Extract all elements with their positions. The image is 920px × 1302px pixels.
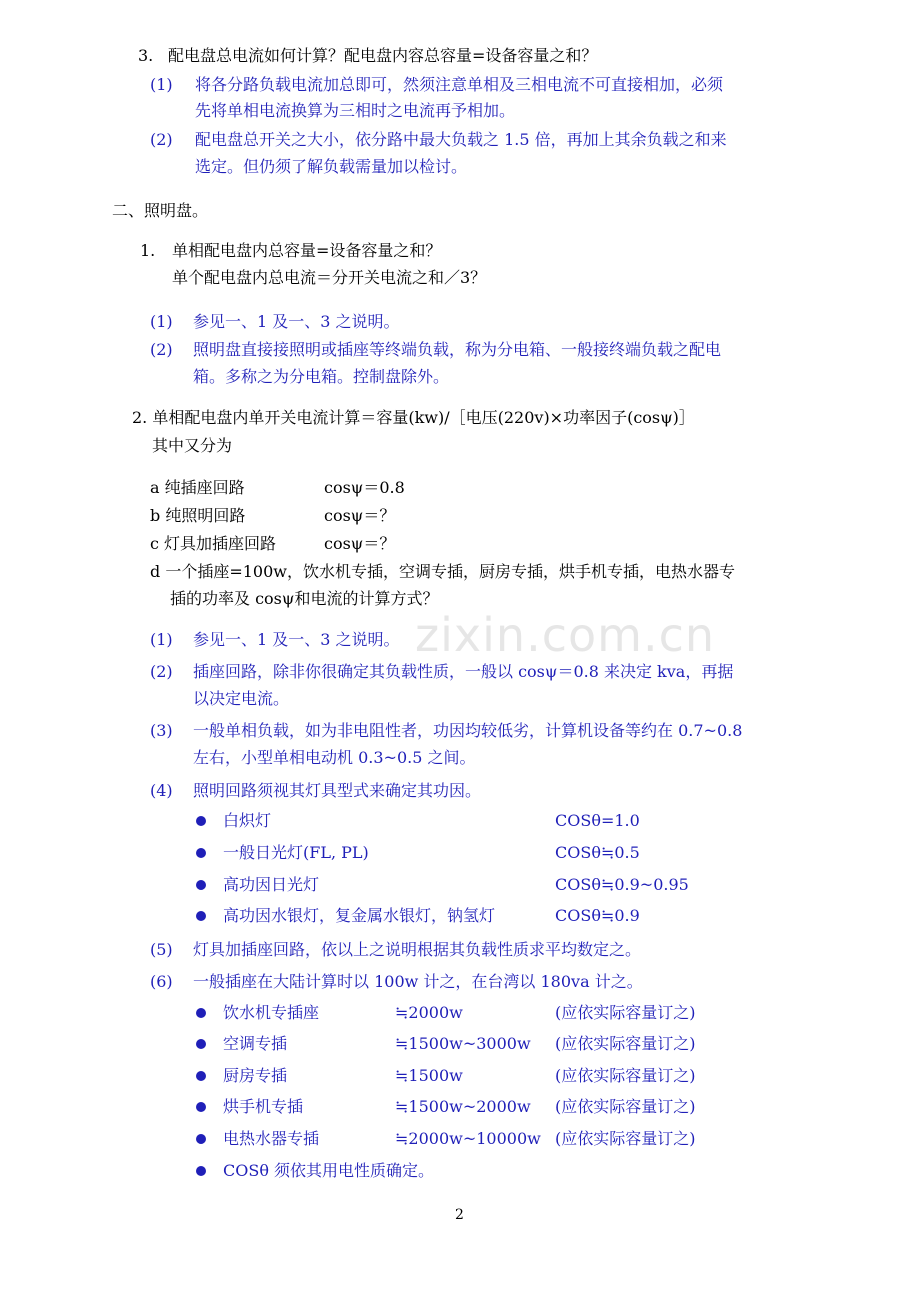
list-item-label: c 灯具加插座回路 <box>150 534 277 553</box>
answer-number: (1) <box>150 312 173 331</box>
socket-note: (应依实际容量订之) <box>555 1097 696 1116</box>
list-item-value: cosψ＝0.8 <box>324 478 405 497</box>
socket-note: (应依实际容量订之) <box>555 1003 696 1022</box>
page-number: 2 <box>455 1207 464 1223</box>
cos-note: COSθ 须依其用电性质确定。 <box>223 1161 435 1180</box>
question-text: 单相配电盘内总容量=设备容量之和？ <box>172 241 442 260</box>
bullet-icon <box>196 848 206 858</box>
list-item-value: cosψ＝？ <box>324 534 396 553</box>
socket-name: 空调专插 <box>223 1034 288 1053</box>
bullet-icon <box>196 1102 206 1112</box>
answer-text: 照明盘直接接照明或插座等终端负载，称为分电箱、一般接终端负载之配电 <box>193 340 722 359</box>
answer-text: 灯具加插座回路，依以上之说明根据其负载性质求平均数定之。 <box>193 940 642 959</box>
lamp-power-factor: COSθ≒0.5 <box>555 843 640 862</box>
list-item-label: a 纯插座回路 <box>150 478 245 497</box>
answer-text: 箱。多称之为分电箱。控制盘除外。 <box>193 367 450 386</box>
bullet-icon <box>196 1008 206 1018</box>
socket-power: ≒1500w~2000w <box>395 1097 531 1116</box>
answer-text: 将各分路负载电流加总即可，然须注意单相及三相电流不可直接相加，必须 <box>195 75 724 94</box>
socket-name: 烘手机专插 <box>223 1097 304 1116</box>
answer-number: (1) <box>150 630 173 649</box>
socket-power: ≒2000w~10000w <box>395 1129 541 1148</box>
socket-name: 厨房专插 <box>223 1066 288 1085</box>
bullet-icon <box>196 1134 206 1144</box>
answer-text: 一般单相负载，如为非电阻性者，功因均较低劣，计算机设备等约在 0.7~0.8 <box>193 721 743 740</box>
answer-number: (2) <box>150 340 173 359</box>
list-item-value: cosψ＝？ <box>324 506 396 525</box>
answer-number: (5) <box>150 940 173 959</box>
watermark: zixin.com.cn <box>415 608 716 662</box>
section-heading: 二、照明盘。 <box>112 201 209 220</box>
lamp-name: 一般日光灯(FL, PL) <box>223 843 369 862</box>
question-text: 单个配电盘内总电流＝分开关电流之和／3？ <box>172 268 487 287</box>
bullet-icon <box>196 911 206 921</box>
socket-note: (应依实际容量订之) <box>555 1066 696 1085</box>
answer-number: (2) <box>150 662 173 681</box>
lamp-name: 高功因日光灯 <box>223 875 320 894</box>
bullet-icon <box>196 1071 206 1081</box>
socket-name: 电热水器专插 <box>223 1129 320 1148</box>
answer-text: 一般插座在大陆计算时以 100w 计之，在台湾以 180va 计之。 <box>193 972 643 991</box>
socket-name: 饮水机专插座 <box>223 1003 320 1022</box>
list-item-label: d 一个插座=100w，饮水机专插，空调专插，厨房专插，烘手机专插，电热水器专 <box>150 562 735 581</box>
answer-number: (6) <box>150 972 173 991</box>
socket-power: ≒1500w~3000w <box>395 1034 531 1053</box>
question-number: 3. <box>138 46 154 65</box>
answer-text: 插座回路，除非你很确定其负载性质，一般以 cosψ＝0.8 来决定 kva，再据 <box>193 662 734 681</box>
answer-text: 参见一、1 及一、3 之说明。 <box>193 312 400 331</box>
question-number: 1. <box>140 241 156 260</box>
answer-number: (2) <box>150 130 173 149</box>
lamp-name: 白炽灯 <box>223 811 272 830</box>
question-text: 2. 单相配电盘内单开关电流计算＝容量(kw)/［电压(220v)×功率因子(cosψ)］ <box>132 408 695 427</box>
question-title: 配电盘总电流如何计算？配电盘内容总容量=设备容量之和？ <box>168 46 598 65</box>
lamp-power-factor: COSθ≒0.9 <box>555 906 640 925</box>
lamp-power-factor: COSθ=1.0 <box>555 811 640 830</box>
answer-text: 配电盘总开关之大小，依分路中最大负载之 1.5 倍，再加上其余负载之和来 <box>195 130 727 149</box>
bullet-icon <box>196 880 206 890</box>
answer-text: 以决定电流。 <box>193 689 290 708</box>
answer-text: 照明回路须视其灯具型式来确定其功因。 <box>193 781 482 800</box>
socket-note: (应依实际容量订之) <box>555 1034 696 1053</box>
bullet-icon <box>196 1166 206 1176</box>
bullet-icon <box>196 816 206 826</box>
question-text: 其中又分为 <box>152 436 233 455</box>
answer-text: 选定。但仍须了解负载需量加以检讨。 <box>195 157 468 176</box>
answer-text: 参见一、1 及一、3 之说明。 <box>193 630 400 649</box>
socket-power: ≒2000w <box>395 1003 463 1022</box>
answer-number: (3) <box>150 721 173 740</box>
bullet-icon <box>196 1039 206 1049</box>
list-item-label: 插的功率及 cosψ和电流的计算方式？ <box>170 589 439 608</box>
lamp-power-factor: COSθ≒0.9~0.95 <box>555 875 689 894</box>
socket-power: ≒1500w <box>395 1066 463 1085</box>
answer-number: (1) <box>150 75 173 94</box>
list-item-label: b 纯照明回路 <box>150 506 246 525</box>
answer-text: 先将单相电流换算为三相时之电流再予相加。 <box>195 101 516 120</box>
answer-number: (4) <box>150 781 173 800</box>
answer-text: 左右，小型单相电动机 0.3~0.5 之间。 <box>193 748 476 767</box>
lamp-name: 高功因水银灯，复金属水银灯，钠氢灯 <box>223 906 496 925</box>
socket-note: (应依实际容量订之) <box>555 1129 696 1148</box>
